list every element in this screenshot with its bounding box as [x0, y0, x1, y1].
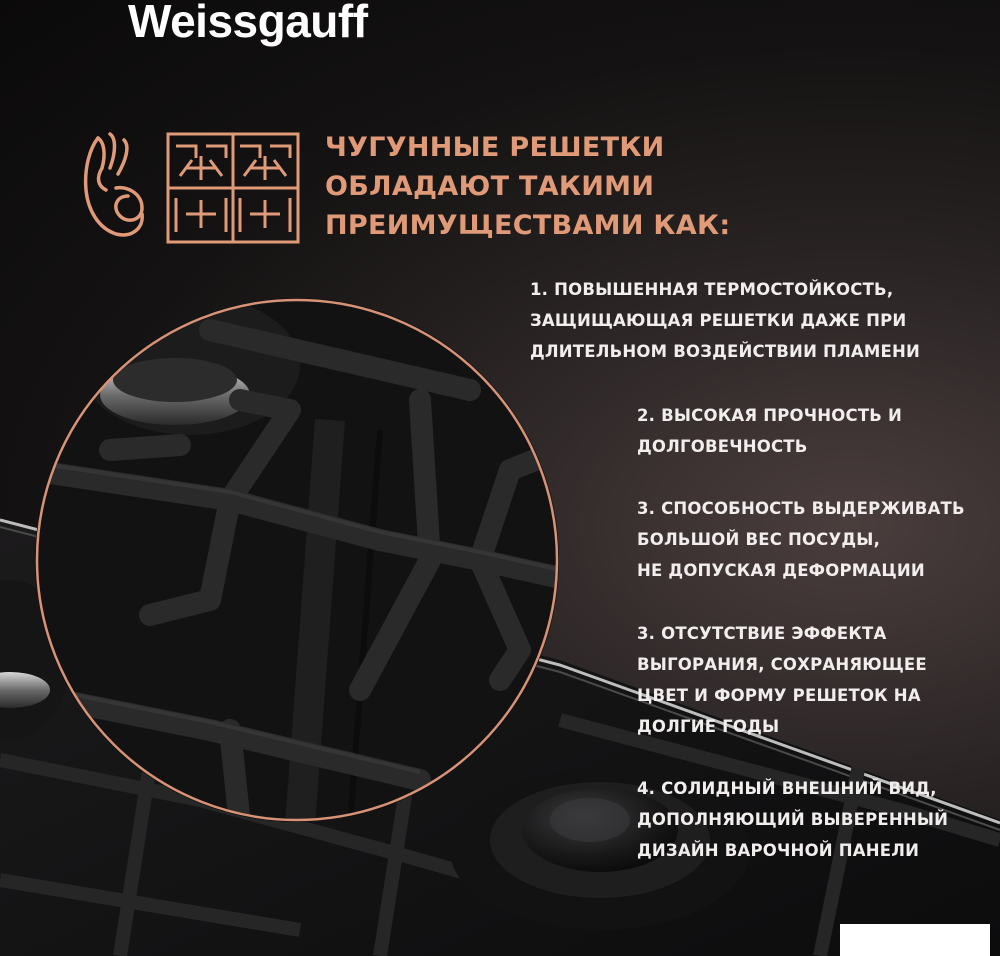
- benefit-2: [637, 400, 902, 462]
- corner-white-block: [840, 924, 990, 956]
- cast-iron-grate-icon: [168, 134, 298, 242]
- headline-icons: [76, 128, 306, 248]
- benefit-5-line-1: 4. СОЛИДНЫЙ ВНЕШНИЙ ВИД,: [637, 779, 937, 798]
- benefit-3-line-3: НЕ ДОПУСКАЯ ДЕФОРМАЦИИ: [637, 561, 925, 580]
- benefit-3: [637, 493, 965, 586]
- benefit-1: [530, 274, 920, 367]
- benefit-2-line-2: ДОЛГОВЕЧНОСТЬ: [637, 437, 808, 456]
- headline: [325, 128, 730, 245]
- benefit-5: [637, 773, 948, 866]
- ok-hand-icon: [86, 134, 143, 235]
- benefit-5-line-3: ДИЗАЙН ВАРОЧНОЙ ПАНЕЛИ: [637, 841, 920, 860]
- headline-line-1: ЧУГУННЫЕ РЕШЕТКИ: [325, 132, 665, 163]
- benefit-2-line-1: 2. ВЫСОКАЯ ПРОЧНОСТЬ И: [637, 406, 903, 425]
- benefit-4-line-3: ЦВЕТ И ФОРМУ РЕШЕТОК НА: [637, 686, 921, 705]
- benefit-4-line-4: ДОЛГИЕ ГОДЫ: [637, 717, 780, 736]
- benefit-4-line-2: ВЫГОРАНИЯ, СОХРАНЯЮЩЕЕ: [637, 655, 927, 674]
- benefit-3-line-2: БОЛЬШОЙ ВЕС ПОСУДЫ,: [637, 530, 881, 549]
- headline-line-2: ОБЛАДАЮТ ТАКИМИ: [325, 171, 655, 202]
- benefit-3-line-1: 3. СПОСОБНОСТЬ ВЫДЕРЖИВАТЬ: [637, 499, 965, 518]
- benefit-1-line-3: ДЛИТЕЛЬНОМ ВОЗДЕЙСТВИИ ПЛАМЕНИ: [530, 342, 921, 361]
- brand-logo: Weissgauff: [128, 0, 368, 47]
- benefit-4: [637, 618, 927, 742]
- headline-line-3: ПРЕИМУЩЕСТВАМИ КАК:: [325, 210, 731, 241]
- benefit-5-line-2: ДОПОЛНЯЮЩИЙ ВЫВЕРЕННЫЙ: [637, 810, 949, 829]
- benefit-4-line-1: 3. ОТСУТСТВИЕ ЭФФЕКТА: [637, 624, 887, 643]
- benefit-1-line-2: ЗАЩИЩАЮЩАЯ РЕШЕТКИ ДАЖЕ ПРИ: [530, 311, 907, 330]
- benefit-1-line-1: 1. ПОВЫШЕННАЯ ТЕРМОСТОЙКОСТЬ,: [530, 280, 894, 299]
